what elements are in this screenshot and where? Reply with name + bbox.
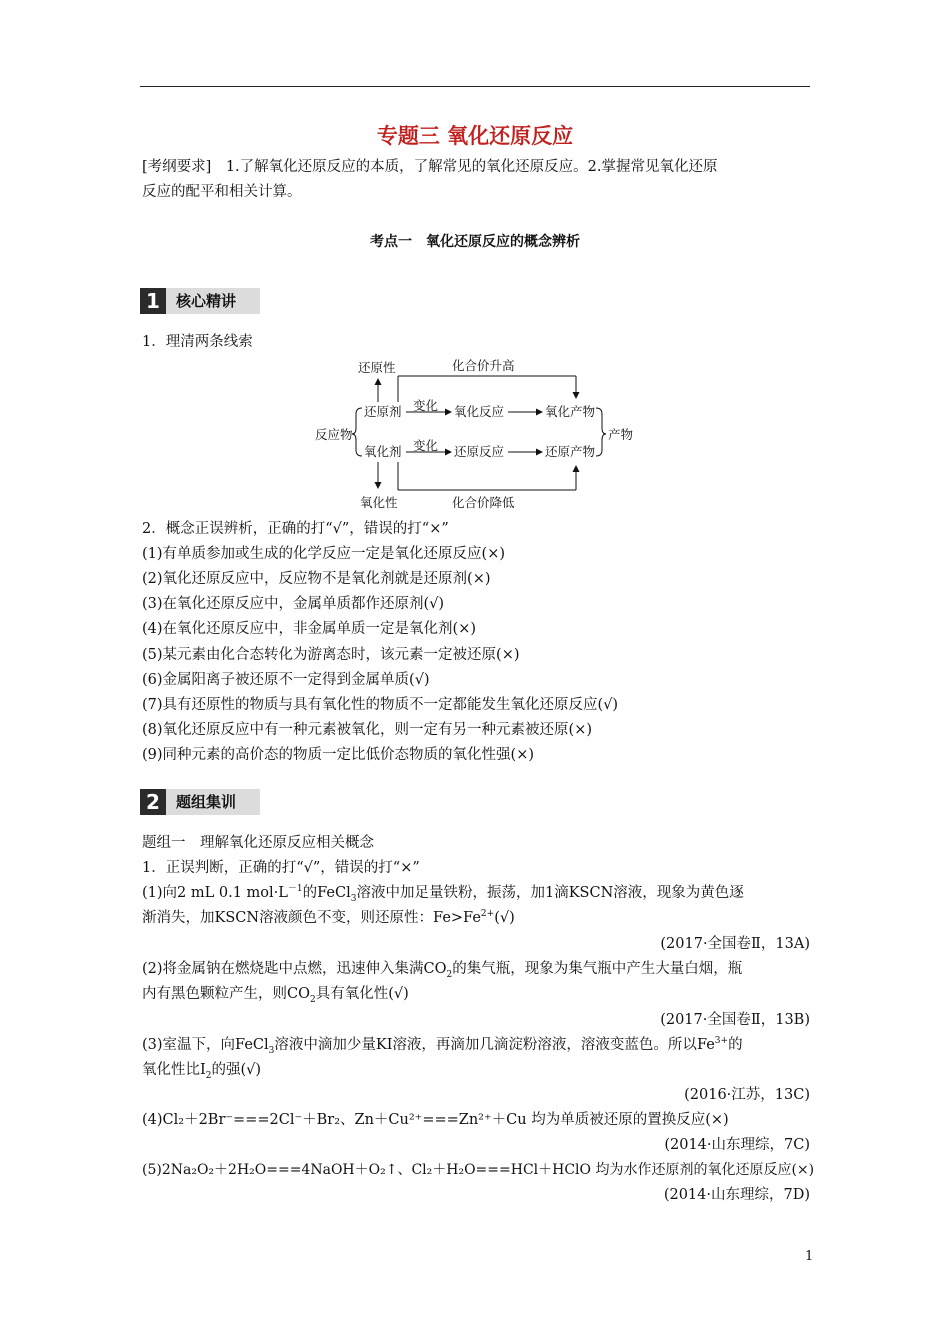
section-badge-practice [140, 789, 260, 815]
exercise-3-line-2: 氧化性比$I_2$的强(√) [142, 1062, 262, 1081]
exercise-4-source: (2014·山东理综，7C) [664, 1137, 810, 1153]
exercise-3-line-1: (3)室温下，向FeCl$_3$溶液中滴加少量KI溶液，再滴加几滴淀粉溶液，溶液变蓝色。所以$Fe^{3+}$的 [142, 1036, 743, 1056]
label-oxidation-product: 氧化产物 [545, 404, 596, 419]
exercise-2-source: (2017·全国卷Ⅱ，13B) [660, 1012, 810, 1028]
requirements-line-1: [考纲要求] 1.了解氧化还原反应的本质，了解常见的氧化还原反应。2.掌握常见氧化还原 [142, 159, 718, 175]
label-oxidant: 氧化剂 [364, 444, 402, 459]
exercise-4: (4)Cl₂＋2Br⁻===2Cl⁻＋Br₂、Zn＋Cu²⁺===Zn²⁺＋Cu 均为单质被还原的置换反应(×) [142, 1112, 729, 1128]
item-2-title: 2．概念正误辨析，正确的打“√”，错误的打“×” [142, 521, 449, 537]
section-heading: 考点一 氧化还原反应的概念辨析 [370, 234, 580, 250]
section-label: 题组集训 [176, 793, 237, 811]
section-number: 2 [140, 789, 166, 815]
requirements-line-2: 反应的配平和相关计算。 [142, 184, 302, 200]
exercise-2-line-1: (2)将金属钠在燃烧匙中点燃，迅速伸入集满$CO_2$的集气瓶，现象为集气瓶中产生大量白烟，瓶 [142, 961, 743, 980]
judgement-7: (7)具有还原性的物质与具有氧化性的物质不一定都能发生氧化还原反应(√) [142, 697, 619, 713]
judgement-2: (2)氧化还原反应中，反应物不是氧化剂就是还原剂(×) [142, 571, 491, 587]
judgement-5: (5)某元素由化合态转化为游离态时，该元素一定被还原(×) [142, 647, 520, 663]
redox-diagram [300, 352, 650, 512]
exercise-1-line-2: 渐消失，加KSCN溶液颜色不变，则还原性：$Fe>Fe^{2+}(√)$ [142, 909, 515, 926]
exercise-5-source: (2014·山东理综，7D) [663, 1187, 810, 1203]
exercise-title: 1．正误判断，正确的打“√”，错误的打“×” [142, 860, 420, 876]
label-change-1: 变化 [413, 398, 439, 413]
page-number: 1 [805, 1249, 814, 1264]
label-valence-up: 化合价升高 [452, 358, 515, 373]
judgement-9: (9)同种元素的高价态的物质一定比低价态物质的氧化性强(×) [142, 747, 535, 763]
header-rule [140, 86, 810, 87]
exercise-1-source: (2017·全国卷Ⅱ，13A) [660, 936, 810, 952]
exercise-5: (5)2Na₂O₂＋2H₂O===4NaOH＋O₂↑、Cl₂＋H₂O===HCl＋HClO 均为水作还原剂的氧化还原反应(×) [142, 1162, 815, 1178]
label-product: 产物 [608, 427, 634, 442]
section-badge-core [140, 288, 260, 314]
label-reduction-product: 还原产物 [545, 444, 596, 459]
exercise-2-line-2: 内有黑色颗粒产生，则$CO_2$具有氧化性(√) [142, 986, 409, 1005]
exercise-1-line-1: (1)向2 mL 0.1 $mol\cdot L^{-1}$的FeCl$_3$溶液中加足量铁粉，振荡，加1滴KSCN溶液，现象为黄色逐 [142, 884, 744, 904]
label-reductant: 还原剂 [364, 404, 402, 419]
judgement-3: (3)在氧化还原反应中，金属单质都作还原剂(√) [142, 596, 445, 612]
label-reduction-reaction: 还原反应 [454, 444, 505, 459]
section-number: 1 [140, 288, 166, 314]
judgement-4: (4)在氧化还原反应中，非金属单质一定是氧化剂(×) [142, 621, 477, 637]
label-valence-down: 化合价降低 [452, 495, 515, 510]
page-title: 专题三 氧化还原反应 [376, 124, 574, 148]
exercise-3-source: (2016·江苏，13C) [684, 1087, 810, 1103]
label-reactant: 反应物 [315, 427, 353, 442]
group-1-title: 题组一 理解氧化还原反应相关概念 [142, 835, 374, 851]
label-reducibility: 还原性 [358, 360, 396, 375]
judgement-8: (8)氧化还原反应中有一种元素被氧化，则一定有另一种元素被还原(×) [142, 722, 593, 738]
item-1-title: 1．理清两条线索 [142, 334, 253, 350]
label-oxidation-reaction: 氧化反应 [454, 404, 505, 419]
label-oxidizability: 氧化性 [360, 495, 398, 510]
label-change-2: 变化 [413, 438, 439, 453]
judgement-1: (1)有单质参加或生成的化学反应一定是氧化还原反应(×) [142, 546, 506, 562]
section-label: 核心精讲 [176, 292, 237, 310]
judgement-6: (6)金属阳离子被还原不一定得到金属单质(√) [142, 672, 430, 688]
